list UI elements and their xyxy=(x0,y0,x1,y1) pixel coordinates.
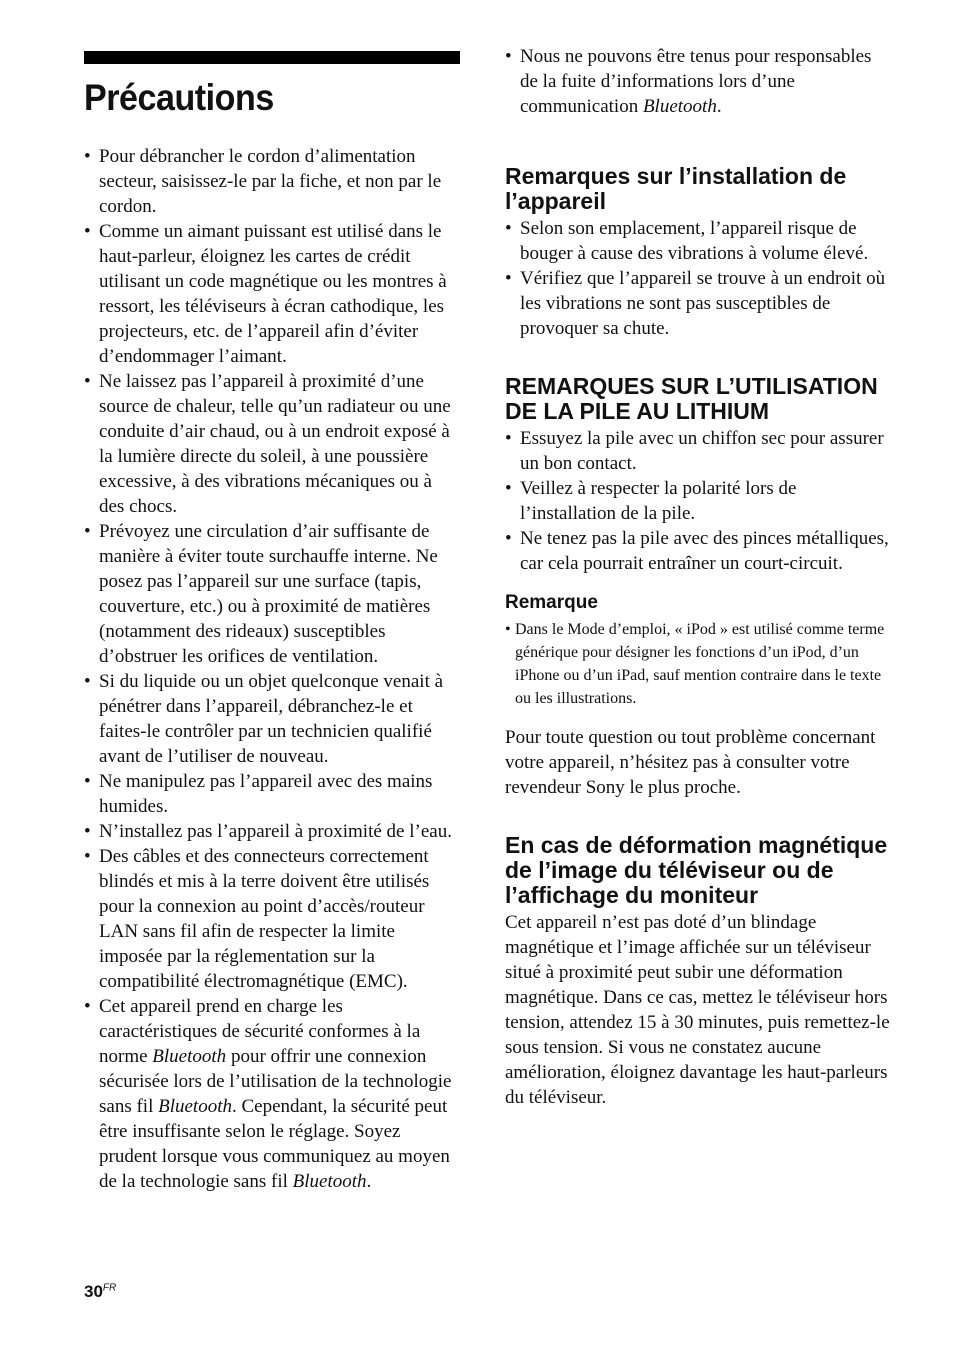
list-item: • Ne tenez pas la pile avec des pinces métalliques, car cela pourrait entraîner un court-circuit. xyxy=(505,526,890,576)
lithium-heading: REMARQUES SUR L’UTILISATION DE LA PILE AU LITHIUM xyxy=(505,373,878,424)
page-title: Précautions xyxy=(84,77,274,118)
right-column xyxy=(505,44,890,1110)
precautions-list xyxy=(84,144,460,1194)
installation-list xyxy=(505,216,890,341)
page-number: 30 xyxy=(84,1282,103,1301)
list-item: • Ne manipulez pas l’appareil avec des mains humides. xyxy=(84,769,460,819)
page-language-suffix: FR xyxy=(102,1282,117,1294)
list-item: • Ne laissez pas l’appareil à proximité d’une source de chaleur, telle qu’un radiateur ou une conduite d’air chaud, ou à un endroit exposé à la lumière directe du soleil, à une poussière excessive, à des vibrations mécaniques ou à des chocs. xyxy=(84,369,460,519)
list-item: • Essuyez la pile avec un chiffon sec pour assurer un bon contact. xyxy=(505,426,890,476)
bluetooth-text-4: . xyxy=(366,1171,372,1192)
bluetooth-term: Bluetooth xyxy=(152,1046,227,1067)
liability-item xyxy=(505,44,890,119)
lithium-list xyxy=(505,426,890,576)
list-item: • Des câbles et des connecteurs correctement blindés et mis à la terre doivent être utilisés pour la connexion au point d’accès/routeur LAN sans fil afin de respecter la limite imposée par la réglementation sur la compatibilité électromagnétique (EMC). xyxy=(84,844,460,994)
bluetooth-text-1: Cet appareil prend en charge les caractéristiques de sécurité conformes à la norme xyxy=(99,996,421,1067)
bluetooth-term: Bluetooth xyxy=(292,1171,367,1192)
liability-list xyxy=(505,44,890,119)
bluetooth-term: Bluetooth xyxy=(642,96,717,117)
deformation-heading: En cas de déformation magnétique de l’image du téléviseur ou de l’affichage du moniteur xyxy=(505,832,888,908)
contact-paragraph: Pour toute question ou tout problème concernant votre appareil, n’hésitez pas à consulter votre revendeur Sony le plus proche. xyxy=(505,727,876,798)
list-item: • Selon son emplacement, l’appareil risque de bouger à cause des vibrations à volume élevé. xyxy=(505,216,890,266)
note-list xyxy=(505,618,890,710)
page-footer xyxy=(84,1282,116,1302)
note-title: Remarque xyxy=(505,592,598,613)
title-rule xyxy=(84,51,460,64)
bluetooth-text-2: pour offrir une connexion sécurisée lors de l’utilisation de la technologie sans fil xyxy=(99,1046,452,1117)
bluetooth-security-item xyxy=(84,994,460,1194)
list-item: • Vérifiez que l’appareil se trouve à un endroit où les vibrations ne sont pas susceptibles de provoquer sa chute. xyxy=(505,266,890,341)
list-item: • Si du liquide ou un objet quelconque venait à pénétrer dans l’appareil, débranchez-le et faites-le contrôler par un technicien qualifié avant de l’utiliser de nouveau. xyxy=(84,669,460,769)
liability-text-1: Nous ne pouvons être tenus pour responsables de la fuite d’informations lors d’une communication xyxy=(520,46,872,117)
deformation-paragraph: Cet appareil n’est pas doté d’un blindage magnétique et l’image affichée sur un téléviseur situé à proximité peut subir une déformation magnétique. Dans ce cas, mettez le téléviseur hors tension, attendez 15 à 30 minutes, puis remettez-le sous tension. Si vous ne constatez aucune amélioration, éloignez davantage les haut-parleurs du téléviseur. xyxy=(505,912,890,1108)
liability-text-2: . xyxy=(716,96,722,117)
list-item: • Veillez à respecter la polarité lors de l’installation de la pile. xyxy=(505,476,890,526)
installation-heading: Remarques sur l’installation de l’appareil xyxy=(505,163,847,214)
left-column xyxy=(84,51,460,1194)
list-item: • Pour débrancher le cordon d’alimentation secteur, saisissez-le par la fiche, et non par le cordon. xyxy=(84,144,460,219)
list-item: • Prévoyez une circulation d’air suffisante de manière à éviter toute surchauffe interne. Ne posez pas l’appareil sur une surface (tapis, couverture, etc.) ou à proximité de matières (notamment des rideaux) susceptibles d’obstruer les orifices de ventilation. xyxy=(84,519,460,669)
note-item: • Dans le Mode d’emploi, « iPod » est utilisé comme terme générique pour désigner les fonctions d’un iPod, d’un iPhone ou d’un iPad, sauf mention contraire dans le texte ou les illustrations. xyxy=(505,618,890,710)
list-item: • N’installez pas l’appareil à proximité de l’eau. xyxy=(84,819,460,844)
list-item: • Comme un aimant puissant est utilisé dans le haut-parleur, éloignez les cartes de crédit utilisant un code magnétique ou les montres à ressort, les téléviseurs à écran cathodique, les projecteurs, etc. de l’appareil afin d’éviter d’endommager l’aimant. xyxy=(84,219,460,369)
bluetooth-text-3: . Cependant, la sécurité peut être insuffisante selon le réglage. Soyez prudent lorsque vous communiquez au moyen de la technologie sans fil xyxy=(99,1096,450,1192)
bluetooth-term: Bluetooth xyxy=(158,1096,232,1117)
